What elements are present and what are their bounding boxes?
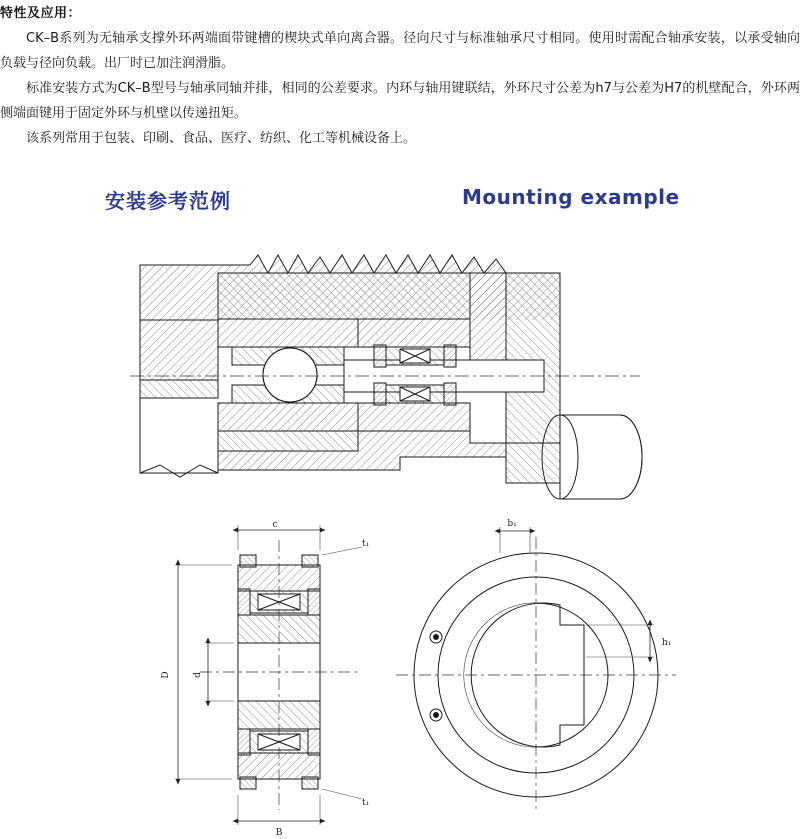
dim-label-t1-top: t₁ xyxy=(362,539,370,549)
dim-label-d: d xyxy=(193,672,203,678)
paragraph-2-text: 标准安装方式为CK–B型号与轴承同轴并排，相同的公差要求。内环与轴用键联结，外环尺寸公差为h7与公差为H7的机壁配合，外环两侧端面键用于固定外环与机壁以传递扭矩。 xyxy=(0,81,800,121)
dim-label-h1: h₁ xyxy=(662,638,672,648)
section-view-dimensioned xyxy=(175,525,362,825)
paragraph-1 xyxy=(0,26,800,76)
dim-label-b1: b₁ xyxy=(507,519,517,529)
assembly-section-view xyxy=(130,255,642,499)
paragraph-3-text: 该系列常用于包装、印刷、食品、医疗、纺织、化工等机械设备上。 xyxy=(26,131,417,146)
technical-drawing-figure xyxy=(0,225,800,839)
paragraph-2 xyxy=(0,76,800,126)
paragraph-3 xyxy=(0,126,800,151)
drawing-svg xyxy=(0,225,800,839)
front-view-dimensioned xyxy=(396,527,676,813)
dim-label-D: D xyxy=(161,671,171,679)
dim-label-c: c xyxy=(272,520,278,530)
dim-label-t1-bottom: t₁ xyxy=(362,798,370,808)
paragraph-1-text: CK–B系列为无轴承支撑外环两端面带键槽的楔块式单向离合器。径向尺寸与标准轴承尺寸相同。使用时需配合轴承安装，以承受轴向负载与径向负载。出厂时已加注润滑脂。 xyxy=(0,31,800,71)
figure-title-cn: 安装参考范例 xyxy=(105,189,231,213)
figure-title-en: Mounting example xyxy=(462,185,680,209)
section-heading: 特性及应用： xyxy=(0,6,82,21)
dim-label-B: B xyxy=(275,828,283,838)
